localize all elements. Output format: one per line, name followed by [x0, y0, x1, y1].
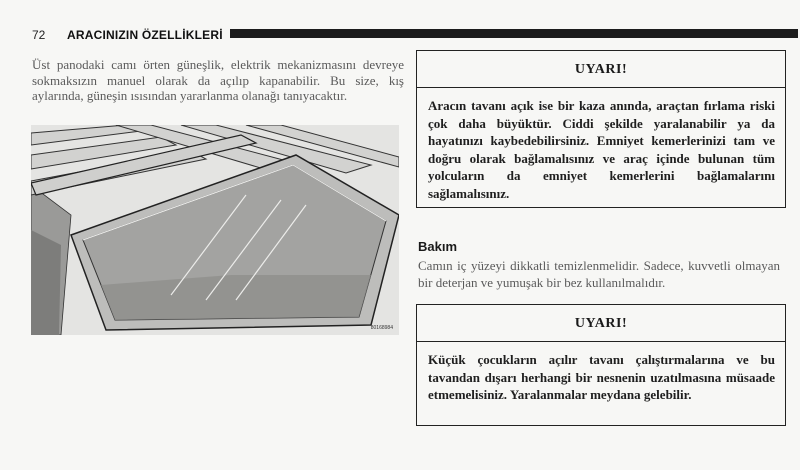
sunroof-drawing [31, 125, 399, 335]
page-header [0, 28, 800, 44]
section-title: ARACINIZIN ÖZELLİKLERİ [67, 28, 223, 42]
intro-paragraph: Üst panodaki camı örten güneşlik, elektrik mekanizmasını devreye sokmaksızın manuel olarak da açılıp kapanabilir. Bu size, kış aylarında, güneşin ısısından yararlanma olanağı tanıyacaktır. [32, 57, 404, 103]
maintenance-paragraph: Camın iç yüzeyi dikkatli temizlenmelidir. Sadece, kuvvetli olmayan bir deterjan ve yumuşak bir bez kullanılmalıdır. [418, 258, 780, 290]
figure-code: 80168984 [370, 325, 393, 331]
maintenance-heading: Bakım [418, 239, 458, 254]
warning-text: Aracın tavanı açık ise bir kaza anında, araçtan fırlama riski çok daha büyüktür. Ciddi şekilde yaralanabilir ya da hayatınızı kaybedebilirsiniz. Emniyet kemerlerinizi tam ve doğru olarak bağlamalısınız ve araç içinde bulunan tüm yolcuların da emniyet kemerlerini bağlamalarını sağlamalısınız. [428, 98, 775, 201]
warning-title: UYARI! [417, 51, 785, 88]
header-rule [230, 29, 798, 38]
warning-title: UYARI! [417, 305, 785, 342]
warning-box-children [416, 304, 786, 426]
page-number: 72 [32, 28, 46, 42]
warning-box-seatbelt [416, 50, 786, 208]
warning-text: Küçük çocukların açılır tavanı çalıştırmalarına ve bu tavandan dışarı herhangi bir nesnenin uzatılmasına müsaade etmemelisiniz. Yaralanmalar meydana gelebilir. [428, 352, 775, 402]
sunroof-illustration [31, 125, 399, 335]
